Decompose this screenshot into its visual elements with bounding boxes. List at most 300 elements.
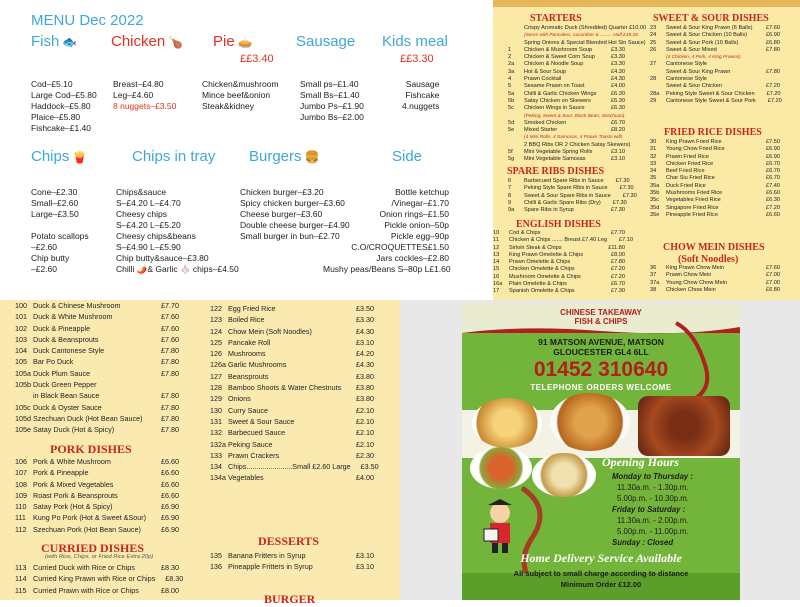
item-price: £7.20 xyxy=(767,97,782,104)
menu-line: Jumbo Bs–£2.00 xyxy=(300,112,364,122)
item-price: £7.80 xyxy=(161,402,179,412)
item-number: 102 xyxy=(15,323,27,333)
fish-header: Fish 🐟 xyxy=(31,33,78,50)
item-price xyxy=(625,113,651,120)
item-price: £7.70 xyxy=(611,230,625,236)
menu-a-panel xyxy=(0,0,466,300)
item-price: £7.80 xyxy=(611,259,625,266)
menu-item-row xyxy=(508,54,625,61)
item-price: £8.00 xyxy=(161,585,179,595)
menu-line: Potato scallops xyxy=(31,231,89,241)
menu-line: Fishcake–£1.40 xyxy=(31,123,92,133)
menu-item-row xyxy=(210,382,374,393)
chow-mein-subheading: (Soft Noodles) xyxy=(678,254,739,265)
item-number: 8 xyxy=(508,192,512,199)
item-name: Mini Vegetable Samosas xyxy=(524,156,586,163)
menu-item-row xyxy=(650,212,780,219)
item-name: Satay Pork (Hot & Spicy) xyxy=(33,502,113,512)
item-name: Duck & White Mushroom xyxy=(33,312,113,322)
menu-item-row xyxy=(15,379,179,390)
item-number: 33 xyxy=(650,160,657,167)
item-price: £7.20 xyxy=(611,266,625,273)
item-name: Prawn Omelette & Chips xyxy=(509,259,571,266)
item-number: 101 xyxy=(15,312,27,322)
pie-price: ££3.40 xyxy=(240,53,274,65)
drumstick-icon: 🍗 xyxy=(168,35,184,49)
menu-item-row xyxy=(508,149,625,156)
item-price: £7.80 xyxy=(161,391,179,401)
menu-line: –£2.60 xyxy=(31,264,57,274)
menu-item-row xyxy=(650,139,780,146)
item-price: £2.30 xyxy=(356,450,374,460)
item-number: 16 xyxy=(493,273,500,280)
menu-item-row xyxy=(15,424,179,435)
menu-item-row xyxy=(493,266,625,273)
item-name: Chow Mein (Soft Noodles) xyxy=(228,326,312,336)
menu-line: Small ps–£1.40 xyxy=(300,79,359,89)
item-name: Hot & Sour Soup xyxy=(524,68,566,75)
item-name: Cod & Chips xyxy=(509,230,541,236)
item-name: Chips.......................Small £2.60 Large xyxy=(228,462,351,472)
kids-meal-price: ££3.30 xyxy=(400,53,434,65)
item-name: Pineapple Fritters in Syrup xyxy=(228,562,313,572)
item-price: £11.80 xyxy=(608,244,625,251)
item-number xyxy=(650,54,666,61)
menu-item-row xyxy=(15,300,179,311)
menu-item-row xyxy=(508,47,625,54)
item-price: £7.30 xyxy=(622,192,637,199)
item-name: Barbecued Sauce xyxy=(228,428,286,438)
item-number: 34 xyxy=(650,168,657,175)
menu-line: Cheesy chips xyxy=(116,209,168,219)
item-number: 5f xyxy=(508,149,513,156)
item-price: £7.20 xyxy=(766,204,780,211)
item-number: 15 xyxy=(493,266,500,273)
menu-line: 8 nuggets–£3.50 xyxy=(113,101,177,111)
item-number: 2a xyxy=(508,61,515,68)
item-number: 105a xyxy=(15,368,31,378)
menu-item-row xyxy=(493,259,625,266)
curried-dishes-heading: CURRIED DISHES xyxy=(41,541,145,555)
item-number: 10 xyxy=(493,230,500,236)
menu-item-row xyxy=(493,230,625,237)
item-number: 16a xyxy=(493,281,503,288)
item-price: £7.20 xyxy=(766,90,781,97)
item-name: Chicken Wings in Sauce xyxy=(524,105,585,112)
telephone-orders-text: TELEPHONE ORDERS WELCOME xyxy=(530,383,672,392)
menu-line: Jumbo Ps–£1.90 xyxy=(300,101,364,111)
kids-meal-header: Kids meal xyxy=(382,33,448,50)
desserts-heading: DESSERTS xyxy=(258,534,319,548)
item-price: £4.30 xyxy=(611,68,625,75)
chips-in-tray-header: Chips in tray xyxy=(132,148,216,165)
item-price: £3.30 xyxy=(611,46,625,53)
item-number: 132a xyxy=(210,439,226,449)
menu-line: Bottle ketchup xyxy=(395,187,449,197)
item-number: 36 xyxy=(650,265,657,271)
item-number: 124 xyxy=(210,326,222,336)
item-number: 24 xyxy=(650,32,657,39)
item-price: £4.30 xyxy=(356,360,374,370)
item-name: Sesame Prawn on Toast xyxy=(524,83,585,90)
top-food-photo-strip xyxy=(493,0,800,7)
item-price: £3.10 xyxy=(356,551,374,560)
item-number: 35b xyxy=(650,190,660,197)
item-number: 133 xyxy=(210,450,222,460)
shop-name-line2: FISH & CHIPS xyxy=(574,317,628,326)
menu-item-row xyxy=(15,573,184,584)
item-price: £3.50 xyxy=(356,304,374,313)
item-number: 11 xyxy=(493,237,499,244)
item-price: £3.10 xyxy=(356,562,374,572)
menu-item-row xyxy=(210,461,379,472)
item-number: 12 xyxy=(493,244,500,251)
item-name: Duck & Pineapple xyxy=(33,323,91,333)
menu-item-row xyxy=(508,91,625,98)
menu-line: 4.nuggets xyxy=(402,101,440,111)
item-name: Egg Fried Rice xyxy=(228,304,276,313)
menu-item-row xyxy=(508,69,625,76)
address-line2: GLOUCESTER GL4 6LL xyxy=(553,347,649,357)
item-price: £6.60 xyxy=(161,479,179,489)
dish-photo-stir-fry xyxy=(470,447,532,489)
item-price: £3.10 xyxy=(611,149,625,156)
menu-line: Spicy chicken burger–£3.60 xyxy=(240,198,345,208)
menu-line: Large Cod–£5.80 xyxy=(31,90,97,100)
item-number: 2 xyxy=(508,54,512,61)
item-price: £6.30 xyxy=(766,197,780,204)
item-name: Banana Fritters in Syrup xyxy=(228,551,306,560)
item-name: Boiled Rice xyxy=(228,315,265,325)
item-price: £7.30 xyxy=(612,199,627,206)
menu-item-row xyxy=(650,183,780,190)
menu-line: Haddock–£5.80 xyxy=(31,101,91,111)
delivery-charge-note: All subject to small charge according to distance xyxy=(513,569,689,578)
chicken-header: Chicken 🍗 xyxy=(111,33,184,50)
kids-meal-list xyxy=(402,79,439,112)
sweet-sour-list xyxy=(650,25,780,105)
fried-rice-list xyxy=(650,139,780,219)
dish-photo-spring-rolls xyxy=(472,398,542,448)
menu-item-row xyxy=(508,98,625,105)
menu-item-row xyxy=(210,337,374,348)
menu-item-row xyxy=(15,345,179,356)
item-name: Young Chow Chow Mein xyxy=(666,279,728,286)
item-price: £7.30 xyxy=(611,207,625,214)
item-name: Duck Plum Sauce xyxy=(33,368,91,378)
menu-item-row xyxy=(493,252,625,259)
menu-line: Mushy peas/Beans S–80p L£1.60 xyxy=(323,264,451,274)
burger-icon: 🍔 xyxy=(304,150,320,164)
item-number: 131 xyxy=(210,416,222,426)
item-name: Chicken & Sweet Corn Soup xyxy=(524,54,595,61)
item-name: Prawn Fried Rice xyxy=(666,153,709,160)
menu-item-row xyxy=(650,69,780,76)
item-number: 23 xyxy=(650,25,657,31)
menu-item-row xyxy=(650,76,780,83)
item-number: 35d xyxy=(650,204,660,211)
spare-ribs-heading: SPARE RIBS DISHES xyxy=(507,166,605,177)
menu-item-row xyxy=(508,105,625,112)
item-name: Sweet & Sour Chicken xyxy=(666,83,722,90)
item-number: 105 xyxy=(15,357,27,367)
item-price: £7.80 xyxy=(161,346,179,356)
item-number xyxy=(508,113,524,120)
item-name: Spanish Omelette & Chips xyxy=(509,288,575,295)
item-number: 28 xyxy=(650,76,657,83)
item-price: £6.70 xyxy=(766,168,780,175)
item-number: 114 xyxy=(15,574,27,584)
item-name: Sweet & Sour King Prawn xyxy=(666,68,731,75)
item-number: 13 xyxy=(493,251,500,258)
item-name: Sweet & Sour Pork (10 Balls) xyxy=(666,39,739,46)
item-number: 5 xyxy=(508,83,512,90)
item-price: £7.60 xyxy=(766,265,780,271)
item-price: £4.20 xyxy=(356,349,374,359)
menu-line: C.O/CROQUETTES£1.50 xyxy=(351,242,449,252)
item-name: Prawn Crackers xyxy=(228,450,280,460)
spare-ribs-list xyxy=(508,178,637,214)
item-name: Chilli & Garlic Spare Ribs (Dry) xyxy=(524,199,601,206)
item-number: 27 xyxy=(650,61,657,68)
item-name: 2 BBQ Ribs OR 2 Chicken Satay Skewers) xyxy=(524,141,631,148)
menu-item-row xyxy=(15,413,179,424)
menu-item-row xyxy=(508,156,625,163)
item-price: £7.60 xyxy=(161,323,179,333)
item-number xyxy=(508,25,524,32)
item-price: £6.70 xyxy=(611,119,625,126)
duck-dishes-list xyxy=(15,300,179,436)
item-name: Sweet & Sour King Prawn (6 Balls) xyxy=(666,25,753,31)
item-name: Prawn Cocktail xyxy=(524,76,562,83)
item-name: Pork & Pineapple xyxy=(33,468,89,478)
menu-item-row xyxy=(210,561,374,572)
item-name: Mixed Starter xyxy=(524,127,558,134)
minimum-order-note: Minimum Order £12.00 xyxy=(560,580,642,589)
item-number: 111 xyxy=(15,513,26,523)
opening-hours-line: Sunday : Closed xyxy=(612,538,674,547)
item-number xyxy=(508,40,524,47)
pork-dishes-heading: PORK DISHES xyxy=(50,442,132,456)
item-number: 112 xyxy=(15,524,27,534)
menu-line: Double cheese burger–£4.90 xyxy=(240,220,350,230)
dish-photo-ribs xyxy=(638,396,730,456)
menu-item-row xyxy=(650,61,780,68)
item-number: 5c xyxy=(508,105,514,112)
item-name: Crispy Aromatic Duck (Shredded) Quarter £10.00 xyxy=(524,25,647,31)
item-name: Vegetables xyxy=(228,473,264,483)
menu-item-row xyxy=(508,32,638,39)
menu-item-row xyxy=(15,512,179,523)
menu-item-row xyxy=(508,141,631,149)
menu-item-row xyxy=(210,450,374,461)
takeaway-flyer xyxy=(462,303,740,600)
item-name: Szechuan Pork (Hot Bean Sauce) xyxy=(33,524,141,534)
chips-list xyxy=(31,186,89,274)
item-name: Pork & Mixed Vegetables xyxy=(33,479,114,489)
menu-line: Chip butty&sauce–£3.80 xyxy=(116,253,209,263)
menu-item-row xyxy=(508,113,625,120)
item-price: £3.10 xyxy=(611,156,625,163)
item-price: £3.50 xyxy=(360,462,379,472)
item-number: 105d xyxy=(15,413,31,423)
item-number: 136 xyxy=(210,562,222,572)
item-price: £6.60 xyxy=(161,457,179,466)
item-name: Duck & Beansprouts xyxy=(33,334,99,344)
item-price: £2.10 xyxy=(356,416,374,426)
item-price: £6.30 xyxy=(611,90,625,97)
item-price: £3.30 xyxy=(611,54,625,61)
menu-item-row xyxy=(650,47,780,54)
menu-item-row xyxy=(15,524,179,535)
item-name: Singapore Fried Rice xyxy=(666,204,719,211)
item-name: Bamboo Shoots & Water Chestnuts xyxy=(228,383,342,393)
item-name: Chilli & Garlic Chicken Wings xyxy=(524,90,597,97)
curried-dishes-note: (with Rice, Chips, or Fried Rice Extra 20p) xyxy=(45,554,154,560)
menu-item-row xyxy=(508,25,647,32)
item-number: 28a xyxy=(650,90,660,97)
shop-name-line1: CHINESE TAKEAWAY xyxy=(560,308,642,317)
phone-number: 01452 310640 xyxy=(533,358,669,381)
menu-item-row xyxy=(15,311,179,322)
menu-line: Small burger in bun–£2.70 xyxy=(240,231,340,241)
item-name: Plain Omelette & Chips xyxy=(509,281,567,288)
item-name: Peking Sauce xyxy=(228,439,273,449)
menu-item-row xyxy=(493,237,633,244)
opening-hours-line: 11.30a.m. - 1.30p.m. xyxy=(617,483,689,492)
menu-item-row xyxy=(650,287,780,294)
item-number: 37a xyxy=(650,279,660,286)
item-price xyxy=(754,76,780,83)
menu-line: Sausage xyxy=(405,79,440,89)
menu-line: Cheesy chips&beans xyxy=(116,231,196,241)
menu-line: /Vinegar–£1.70 xyxy=(391,198,449,208)
flyer-photo-panel xyxy=(400,300,800,600)
item-price: £7.50 xyxy=(766,139,780,145)
item-name: Chicken Fried Rice xyxy=(666,160,714,167)
item-price: £6.90 xyxy=(161,502,179,512)
item-price: £6.60 xyxy=(161,490,179,500)
item-number: 14 xyxy=(493,259,500,266)
menu-line: Fishcake xyxy=(405,90,440,100)
item-price: £7.00 xyxy=(766,279,780,286)
menu-item-row xyxy=(15,467,179,478)
menu-item-row xyxy=(210,303,374,314)
menu-item-row xyxy=(650,54,780,61)
menu-item-row xyxy=(650,175,780,182)
menu-line: Leg–£4.60 xyxy=(113,90,154,100)
menu-item-row xyxy=(210,348,374,359)
item-number: 25 xyxy=(650,39,657,46)
item-name: Cantonese Style Sweet & Sour Pork xyxy=(666,97,756,104)
item-number: 5d xyxy=(508,119,515,126)
fish-list xyxy=(31,79,97,134)
item-number: 108 xyxy=(15,479,27,489)
item-number: 126 xyxy=(210,349,222,359)
item-name: Sirloin Steak & Chips xyxy=(509,244,562,251)
item-price: £7.60 xyxy=(161,312,179,322)
item-number: 105b xyxy=(15,380,31,390)
item-price: £7.80 xyxy=(766,46,780,53)
item-name: Onions xyxy=(228,394,251,404)
menu-item-row xyxy=(493,274,625,281)
item-number: 9 xyxy=(508,199,512,206)
item-number: 5b xyxy=(508,97,515,104)
menu-item-row xyxy=(210,550,374,561)
curried-dishes-list xyxy=(15,562,184,596)
item-number: 106 xyxy=(15,457,27,466)
menu-item-row xyxy=(508,200,625,207)
item-name: Young Chow Fried Rice xyxy=(666,146,725,153)
item-number xyxy=(508,134,524,141)
item-number: 4 xyxy=(508,76,512,83)
item-name: Chicken & Noodle Soup xyxy=(524,61,584,68)
menu-item-row xyxy=(493,288,625,295)
menu-item-row xyxy=(210,393,374,404)
menu-item-row xyxy=(508,120,625,127)
address-line1: 91 MATSON AVENUE, MATSON xyxy=(538,337,664,347)
item-number: 9a xyxy=(508,207,515,214)
item-number: 127 xyxy=(210,371,222,381)
item-number: 29 xyxy=(650,97,657,104)
item-name: King Prawn Omelette & Chips xyxy=(509,251,583,258)
item-name: Szechuan Duck (Hot Bean Sauce) xyxy=(33,413,143,423)
menu-line: –£2.60 xyxy=(31,242,57,252)
menu-item-row xyxy=(15,390,179,401)
item-name: Pork & White Mushroom xyxy=(33,457,111,466)
item-price: £6.70 xyxy=(766,160,780,167)
menu-item-row xyxy=(508,61,625,68)
item-number xyxy=(650,83,666,90)
menu-line: Chicken burger–£3.20 xyxy=(240,187,324,197)
chef-mascot-icon xyxy=(480,499,520,555)
menu-item-row xyxy=(508,83,625,90)
sausage-list xyxy=(300,79,364,123)
item-name: Prawn Chow Mein xyxy=(666,272,712,279)
item-price: £7.30 xyxy=(619,185,634,192)
item-price: £7.40 xyxy=(766,182,780,189)
menu-line: Small–£2.60 xyxy=(31,198,79,208)
item-number xyxy=(508,32,524,39)
item-price: £7.20 xyxy=(766,83,780,90)
item-number: 37 xyxy=(650,272,657,279)
item-price: £8.20 xyxy=(611,127,625,134)
menu-item-row xyxy=(15,323,179,334)
item-number: 5e xyxy=(508,127,515,134)
menu-line: Mince beef&onion xyxy=(202,90,271,100)
item-name: Curry Sauce xyxy=(228,405,268,415)
item-price: £4.30 xyxy=(611,76,625,83)
item-price: £7.60 xyxy=(766,25,780,31)
menu-item-row xyxy=(15,562,179,573)
item-name: Curried Prawn with Rice or Chips xyxy=(33,585,139,595)
item-number: 130 xyxy=(210,405,222,415)
sweet-sour-heading: SWEET & SOUR DISHES xyxy=(653,13,769,24)
item-number: 113 xyxy=(15,563,27,572)
item-price: £7.30 xyxy=(615,178,630,184)
item-name: Satay Duck (Hot & Spicy) xyxy=(33,425,115,435)
item-name: Duck Cantonese Style xyxy=(33,346,105,356)
menu-item-row xyxy=(508,207,625,214)
item-price: £2.10 xyxy=(356,428,374,438)
chips-in-tray-list xyxy=(116,186,239,274)
menu-item-row xyxy=(650,32,780,39)
menu-item-row xyxy=(15,402,179,413)
item-price: £6.30 xyxy=(611,97,625,104)
item-number: 5a xyxy=(508,90,515,97)
starters-heading: STARTERS xyxy=(530,13,582,24)
menu-item-row xyxy=(210,314,374,325)
